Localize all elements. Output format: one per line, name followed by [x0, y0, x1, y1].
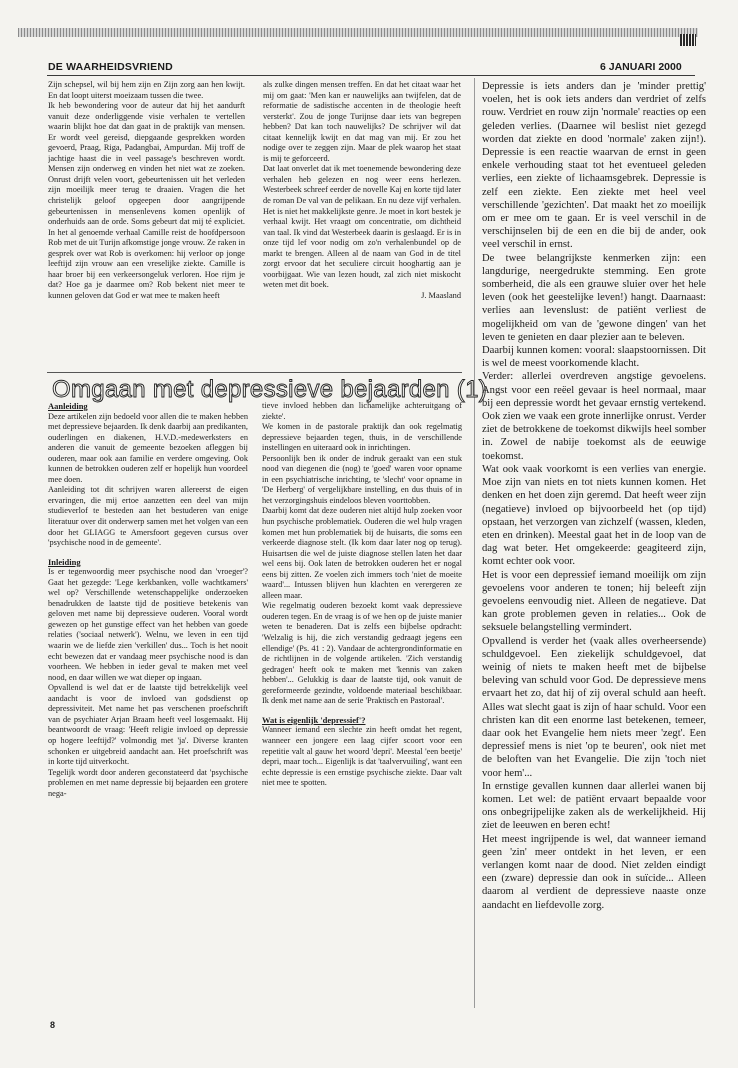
- article-paragraph: Tegelijk wordt door anderen geconstateerd dat 'psychische problemen en met name depressie bij bejaarden een grotere nega-: [48, 767, 248, 798]
- article-paragraph: We komen in de pastorale praktijk dan ook regelmatig depressieve bejaarden tegen, thuis, in de verschillende instellingen en uiteraard ook in inrichtingen.: [262, 422, 462, 453]
- article-paragraph: Is er tegenwoordig meer psychische nood dan 'vroeger'? Gaat het gezegde: 'Lege kerkbanken, volle wachtkamers' wel op? Verschillende wetenschappelijke onderzoeken benadrukken de laatste tijd de positieve betekenis van geloven met name bij depressieve ouderen. Vooral wordt gewezen op het gunstige effect van het hebben van goede relaties ('sociaal netwerk'). Welnu, we leven in een tijd waarin we de liefde zien 'verkillen' dus... Toch is het nooit echt bewezen dat er vandaag meer psychische nood is dan voorheen. We hebben in ieder geval te maken met veel nood, en daar willen we wat dieper op ingaan.: [48, 567, 248, 682]
- review-author: J. Maasland: [421, 290, 461, 300]
- section-heading: Inleiding: [48, 556, 81, 567]
- masthead: DE WAARHEIDSVRIEND: [48, 61, 173, 73]
- corner-mark: [680, 34, 696, 46]
- article-paragraph: De twee belangrijkste kenmerken zijn: een langdurige, neergedrukte stemming. Een grote somberheid, die als een grauwe sluier over het hele leven (ook het geestelijke leven!) hangt. Daarnaast: verlies aan levenslust: de patiënt verliest de mogelijkheid om van de 'gewone dingen' van het leven te genieten en daar plezier aan te beleven.: [482, 252, 706, 343]
- article-paragraph: Persoonlijk ben ik onder de indruk geraakt van een stuk nood van diegenen die (nog) te 'goed' waren voor opname in een psychiatrische inrichting, te 'slecht' voor opname in 'De Herberg' of vergelijkbare instelling, en dus thuis of in het verzorgingshuis eindeloos bleven voorttobben.: [262, 453, 462, 505]
- article-paragraph: Wanneer iemand een slechte zin heeft omdat het regent, wanneer een jongere een laag cijfer scoort voor een repetitie valt al gauw het woord 'depri'. Meestal 'een beetje' depri, maar toch... Eigenlijk is dat 'taalvervuiling', want een echte depressie is een ernstige psychische ziekte. Daar valt niet mee te spotten.: [262, 725, 462, 788]
- article-column-3: [482, 80, 706, 1010]
- section-heading: Aanleiding: [48, 401, 88, 411]
- article-paragraph: Opvallend is wel dat er de laatste tijd betrekkelijk veel aandacht is voor de invloed van godsdienst op depressiviteit. Met name het pas verschenen proefschrift van de psychiater Arjan Braam heeft veel losgemaakt. Hij beantwoordt de vraag: 'Heeft religie invloed op depressie op hogere leeftijd?' volmondig met 'ja'. Diverse kranten schonken er uitgebreid aandacht aan. Het proefschrift was in korte tijd uitverkocht.: [48, 683, 248, 767]
- article-paragraph: tieve invloed hebben dan lichamelijke achteruitgang of ziekte'.: [262, 401, 462, 421]
- article-headline: Omgaan met depressieve bejaarden (1): [52, 376, 488, 403]
- article-paragraph: Depressie is iets anders dan je 'minder prettig' voelen, het is ook iets anders dan verdriet of zelfs rouw. Verdriet en rouw zijn 'normale' reacties op een geleden verlies. (Daarnee wil beslist niet gezegd worden dat ziekte en dood 'normale' zaken zijn!). Depressie is een reactie waarvan de ernst in geen enkele verhouding staat tot het eventueel geleden verlies, een ziekte of lichaamsgebrek. Depressie is zelf een ziekte. Een ziekte met heel veel verschillende 'gezichten'. Dat maakt het zo moeilijk om er mee om te gaan. Er is veel verschil in de verschijnselen bij de een en die bij de ander, ook veel verschil in ernst.: [482, 81, 706, 251]
- article-column-2: [262, 401, 462, 1006]
- article-paragraph: Verder: allerlei overdreven angstige gevoelens. Angst voor een reëel gevaar is heel normaal, maar bij een depressie wordt het gevaar ernstig vertekend. Ook zien we vaak een grote innerlijke onrust. Verder ziet de betrokkene de toekomst dikwijls heel somber in. Zowel de nabije toekomst als de eeuwige toekomst.: [482, 371, 706, 462]
- review-paragraph: Ik heb bewondering voor de auteur dat hij het aandurft vanuit deze onderliggende visie verhalen te vertellen waarin blijkt hoe dat dan gaat in de praktijk van mensen. Er wordt veel gereisd, diepgaande gesprekken worden gevoerd, Praag, Riga, Padangbai, Ampurdan. Mij troff de jachtige haast die in veel passage's beschreven wordt. Mensen zijn onderweg en vinden het niet wat ze zoeken. Onrust drijft velen voort, gebeurtenissen uit het verleden zijn moeilijk meer terug te draaien. Vragen die het christelijk geloof opgeepen door aangrijpende gebeurtenissen in mensenlevens komen openlijk of onderhuids aan de orde. Soms gebeurt dat mij té expliciet. In het al genoemde verhaal Camille reist de hoofdpersoon Rob met de uit Turijn afkomstige jonge vrouw. Ze raken in gesprek over wat Rob is overkomen: hij verloor op jonge leeftijd zijn vrouw aan een vreselijke ziekte. Camille is haar broer bij een verkeersongeluk verloren. Hoe rijm je dat? Hoe ga je daarmee om? Rob bekent niet meer te kunnen geloven dat God er wat mee te maken heeft: [48, 101, 245, 300]
- column-divider: [474, 78, 475, 1008]
- review-column-1: [48, 80, 245, 370]
- article-paragraph: Daarbij kunnen komen: vooral: slaapstoornissen. Dit is wel de meest voorkomende klacht.: [482, 345, 706, 370]
- page-number: 8: [50, 1020, 56, 1030]
- section-rule: [47, 372, 462, 373]
- review-column-2: [263, 80, 461, 358]
- article-paragraph: In ernstige gevallen kunnen daar allerlei wanen bij komen. Let wel: de patiënt ervaart bepaalde voor ons onbegrijpelijke zaken als de werkelijkheid. Hij ziet de leeuwen en beren echt!: [482, 780, 706, 832]
- article-paragraph: Opvallend is verder het (vaak alles overheersende) schuldgevoel. Een ziekelijk schuldgevoel, dat weinig of niets te maken heeft met de bijbelse beleving van schuld voor God. De depressieve mens ervaart het zo, dat hij of zij overal schuld aan heeft. Alles wat slecht gaat is zijn of haar schuld. Voor een christen kan dit een enorme last betekenen, temeer, daar ook het Evangelie hem niets meer 'zegt'. Een depressief mens is niet 'op te beuren', ook niet met de beloften van het Evangelie. Die zijn 'toch niet voor hem'...: [482, 635, 706, 779]
- article-paragraph: Aanleiding tot dit schrijven waren allereerst de eigen ervaringen, die mij ertoe aanzetten een deel van mijn studieverlof te besteden aan het bestuderen van enige literatuur over dit onderwerp samen met het volgen van een door het GLIAGG te Amersfoort gegeven cursus over 'psychische nood in de gemeente'.: [48, 485, 248, 548]
- review-paragraph: Zijn schepsel, wil bij hem zijn en Zijn zorg aan hen kwijt. En dat loopt uiterst moeizaam tussen die twee.: [48, 80, 245, 100]
- article-paragraph: Deze artikelen zijn bedoeld voor allen die te maken hebben met depressieve bejaarden. Ik denk daarbij aan predikanten, ouderlingen en diakenen, H.V.D.-medewerksters en anderen die vanuit de gemeente bezoeken afleggen bij ouderen, maar ook aan familie en verdere omgeving. Ook kunnen de betrokken ouderen zelf er hopelijk hun voordeel mee doen.: [48, 411, 248, 484]
- article-paragraph: Wie regelmatig ouderen bezoekt komt vaak depressieve ouderen tegen. En de vraag is of we hen op de juiste manier weten te benaderen. Dat is zelfs een bijbelse opdracht: 'Welzalig is hij, die zich verstandig gedraagt jegens een ellendige' (Ps. 41 : 2). Vandaar de achtergrondinformatie en de richtlijnen in de volgende artikelen. 'Zich verstandig gedragen' heeft ook te maken met 'kennis van zaken hebben'... Gelukkig is daar de laatste tijd, ook vanuit de gereformeerde gezindte, voldoende materiaal beschikbaar. Ik denk met name aan de serie 'Praktisch en Pastoraal'.: [262, 601, 462, 706]
- article-paragraph: Wat ook vaak voorkomt is een verlies van energie. Moe zijn van niets en tot niets kunnen komen. Het denken en het doen zijn geremd. Dat heeft weer zijn (negatieve) invloed op bijvoorbeeld het (op tijd) opstaan, het verzorgen van zichzelf (wassen, kleden, eten en drinken). Meestal gaat het in de loop van de dag wat beter. Het omgekeerde: geagiteerd zijn, komt echter ook voor.: [482, 463, 706, 568]
- top-scan-band: [18, 28, 698, 37]
- section-heading: Wat is eigenlijk 'depressief'?: [262, 714, 366, 725]
- header-rule: [47, 75, 695, 76]
- review-paragraph: als zulke dingen mensen treffen. En dat het citaat waar het mij om gaat: 'Men kan er nauwelijks aan twijfelen, dat de reformatie de sadistische accenten in de theologie heeft versterkt'. Zou de jonge Turijnse daar iets van begrepen hebben? Dat kan toch nauwelijks? De schrijver wil dat citaat kennelijk kwijt en dat mag van mij. Er zou het nodige over te zeggen zijn. Maar de plek waarop het staat is mij te geforceerd.: [263, 80, 461, 163]
- article-column-1: [48, 401, 248, 1006]
- issue-date: 6 JANUARI 2000: [600, 61, 682, 73]
- review-paragraph: Dat laat onverlet dat ik met toenemende bewondering deze verhalen heb gelezen en nog weer eens herlezen. Westerbeek schreef eerder de novelle Kaj en korte tijd later de roman De val van de pelikaan. En nu deze vijf verhalen. Het is niet het makkelijkste genre. Je moet in kort bestek je verhaal kwijt. Het vraagt om concentratie, om dichtheid van taal. Ik vind dat Westerbeek daarin is geslaagd. Er is in onze tijd lef voor nodig om zo'n verhalenbundel op de markt te brengen. Alleen al de naam van God in de titel zorgt ervoor dat het seculiere circuit hooghartig aan je voorbijgaat. Wie van lezen houdt, zal zich niet miskocht weten met dit boek.: [263, 164, 461, 290]
- article-paragraph: Het meest ingrijpende is wel, dat wanneer iemand geen 'zin' meer ontdekt in het leven, er een verlangen komt naar de dood. Niet zelden eindigt een (zware) depressie dan ook in suïcide... Alleen daarom al verdient de depressieve naaste onze aandacht en liefdevolle zorg.: [482, 833, 706, 911]
- article-paragraph: Het is voor een depressief iemand moeilijk om zijn gevoelens voor anderen te tonen; hij beleeft zijn gevoelens eenvoudig niet. Alleen de negatieve. Dat kan grote problemen geven in relaties... Ook de seksuele belangstelling vermindert.: [482, 569, 706, 634]
- article-paragraph: Daarbij komt dat deze ouderen niet altijd hulp zoeken voor hun psychische problematiek. Ouderen die wel hulp vragen komen met hun problematiek bij de huisarts, die soms een verkeerde diagnose stelt. (Ik kom daar later nog op terug). Huisartsen die wel de juiste diagnose stellen laten het daar wel eens bij. Ook laten de betrokken ouderen het er nogal eens bij zitten. Ze voelen zich immers toch 'niet de moeite waard'... Intussen blijven hun klachten en verergeren ze alleen maar.: [262, 506, 462, 600]
